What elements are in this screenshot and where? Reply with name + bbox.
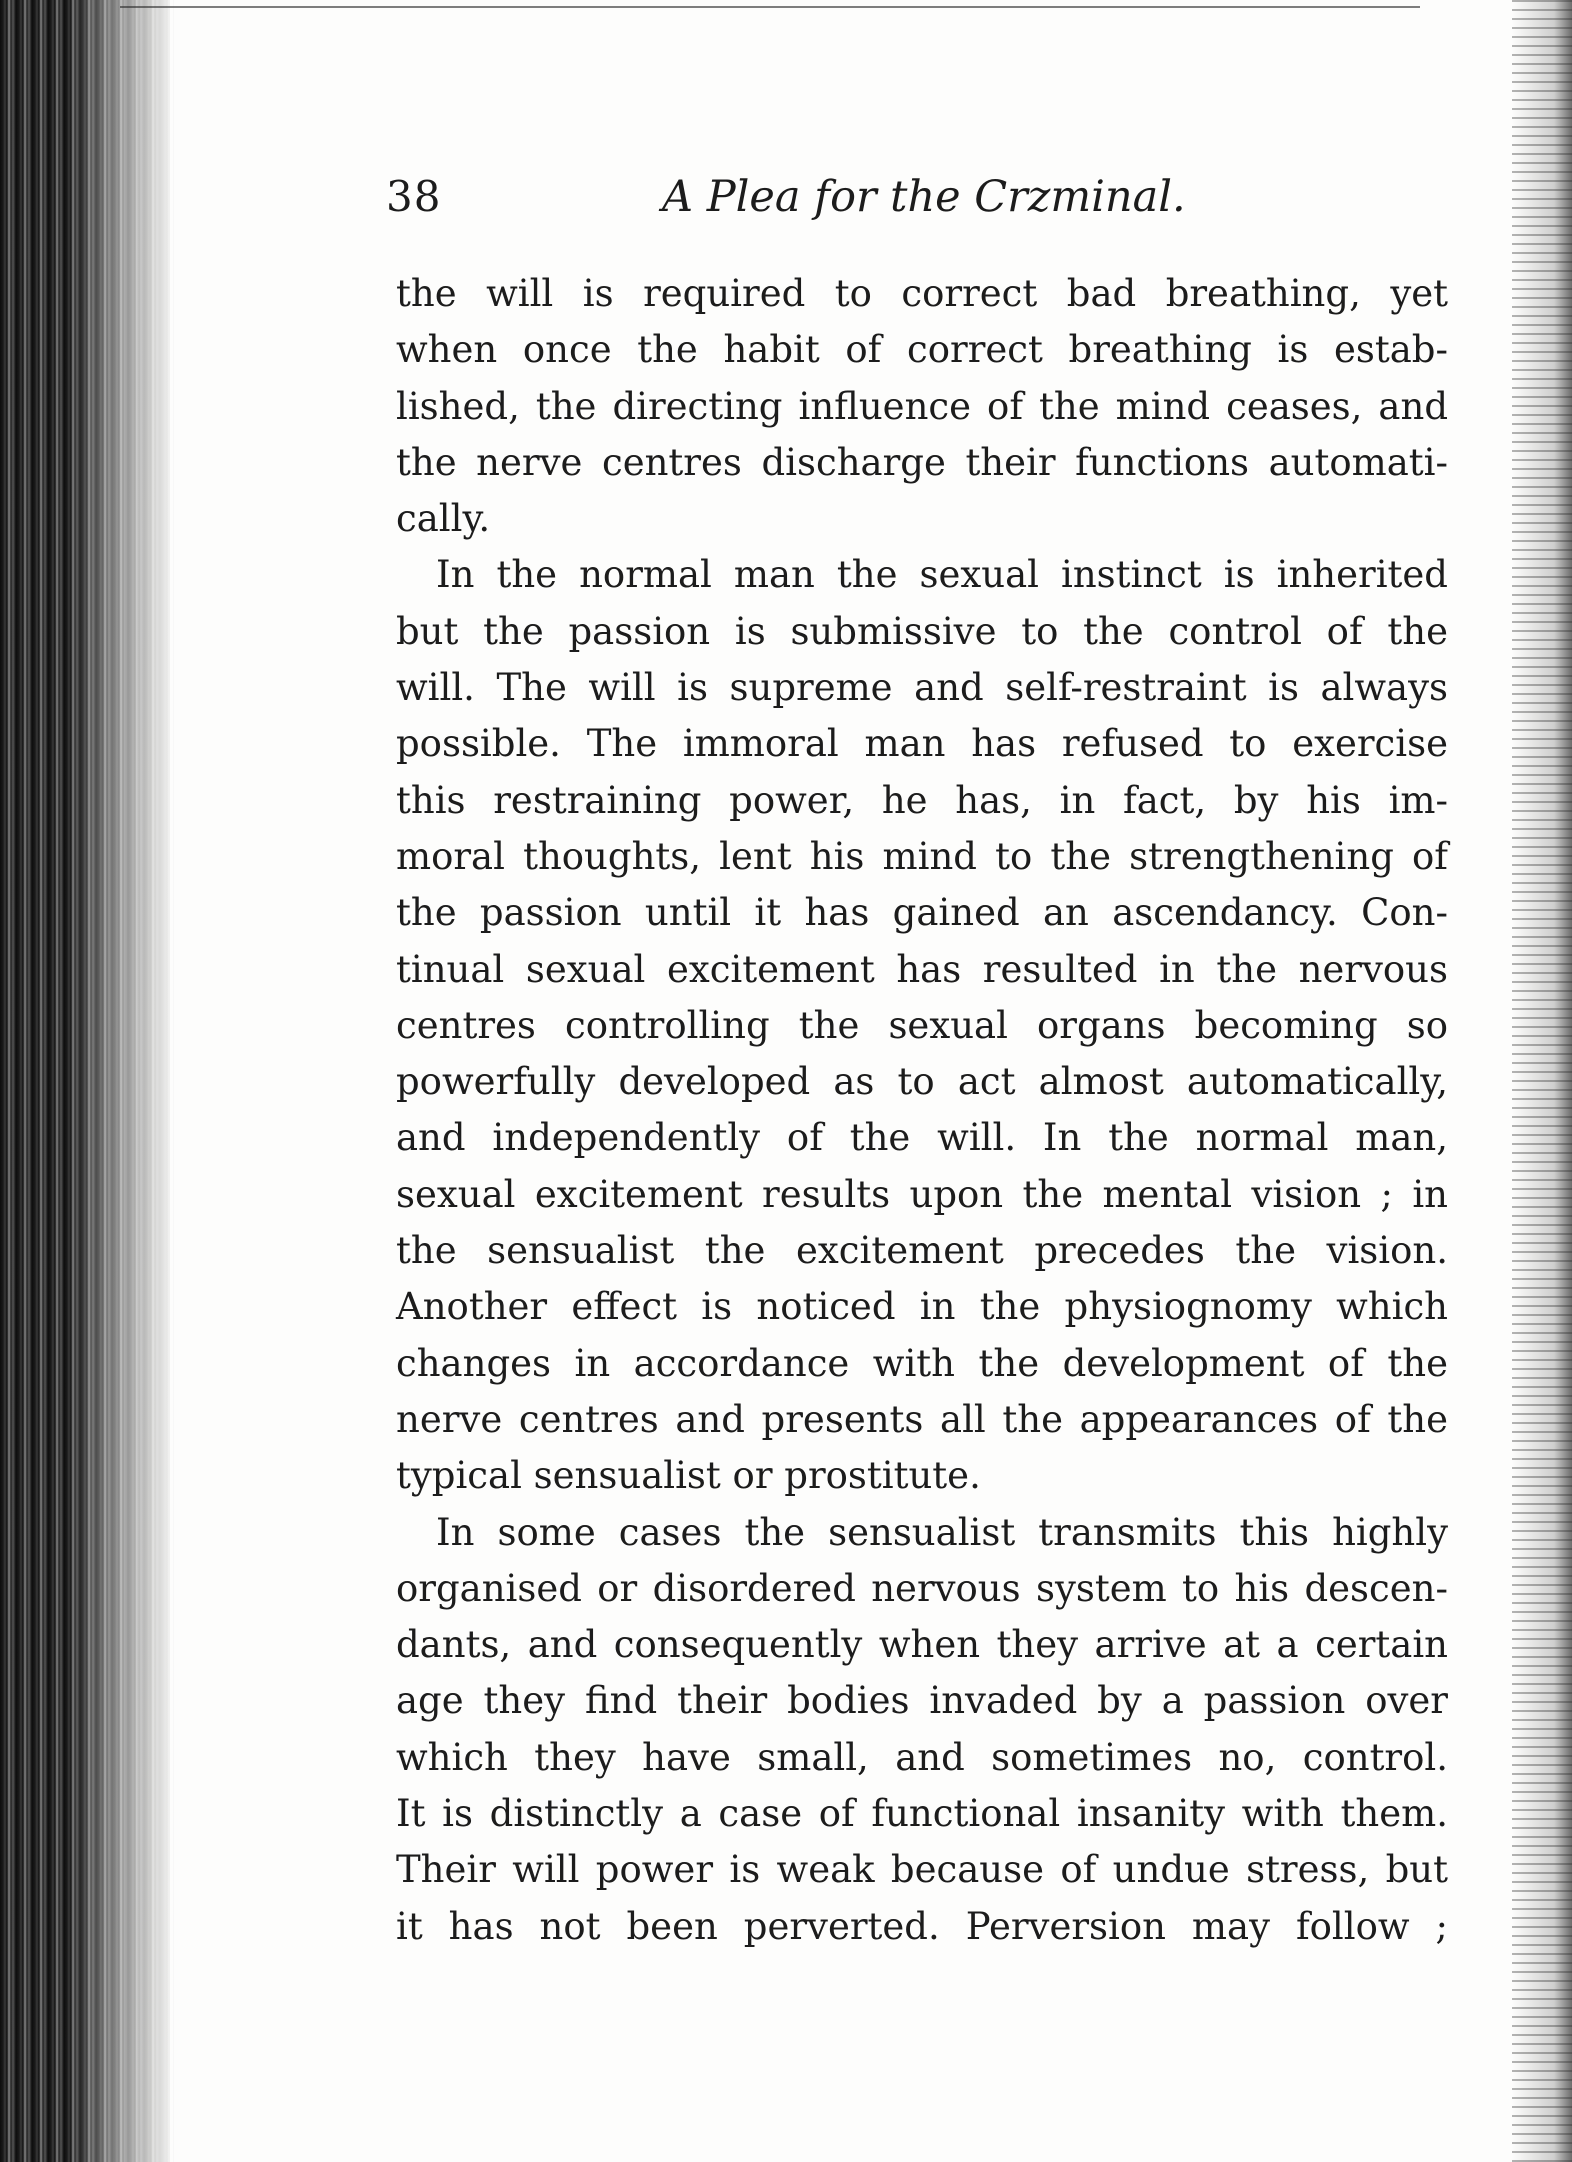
text-line: cally. [396,497,491,541]
right-page-edge [1512,0,1572,2162]
text-line: and independently of the will. In the normal man, [396,1116,1448,1160]
running-head [386,172,1446,232]
text-line: organised or disordered nervous system to his descen- [396,1566,1448,1610]
text-line: In some cases the sensualist transmits this highly [436,1510,1448,1554]
text-line: but the passion is submissive to the control of the [396,609,1448,653]
text-line: the will is required to correct bad breathing, yet [396,272,1448,315]
top-edge-line [120,6,1420,8]
text-line: age they find their bodies invaded by a passion over [396,1679,1448,1723]
text-line: the passion until it has gained an ascendancy. Con- [396,891,1448,935]
text-line: tinual sexual excitement has resulted in the nervous [396,947,1448,991]
spine-fade [70,0,190,2162]
text-line: changes in accordance with the development of the [396,1341,1448,1385]
page-number: 38 [386,172,442,221]
running-title: A Plea for the Crzminal. [662,172,1186,222]
text-line: In the normal man the sexual instinct is inherited [436,553,1448,597]
text-line: typical sensualist or prostitute. [396,1454,981,1498]
text-line: sexual excitement results upon the mental vision ; in [396,1172,1448,1216]
text-line: lished, the directing influence of the mind ceases, and [396,384,1448,428]
text-line: which they have small, and sometimes no, control. [396,1735,1448,1779]
text-line: Another effect is noticed in the physiognomy which [396,1285,1448,1329]
text-line: the sensualist the excitement precedes the vision. [396,1229,1448,1273]
text-line: powerfully developed as to act almost automatically, [396,1060,1448,1104]
text-line: nerve centres and presents all the appearances of the [396,1397,1448,1441]
text-line: It is distinctly a case of functional insanity with them. [396,1792,1448,1836]
text-line: the nerve centres discharge their functions automati- [396,440,1448,484]
text-line: Their will power is weak because of undue stress, but [396,1848,1448,1892]
body-text [396,266,1448,1955]
text-line: possible. The immoral man has refused to exercise [396,722,1448,766]
text-line: will. The will is supreme and self-restraint is always [396,666,1448,710]
text-line: this restraining power, he has, in fact, by his im- [396,778,1448,822]
text-line: it has not been perverted. Perversion may follow ; [396,1904,1448,1948]
text-line: moral thoughts, lent his mind to the strengthening of [396,834,1448,878]
text-line: dants, and consequently when they arrive at a certain [396,1623,1448,1667]
text-line: when once the habit of correct breathing is estab- [396,328,1448,372]
text-line: centres controlling the sexual organs becoming so [396,1003,1448,1047]
